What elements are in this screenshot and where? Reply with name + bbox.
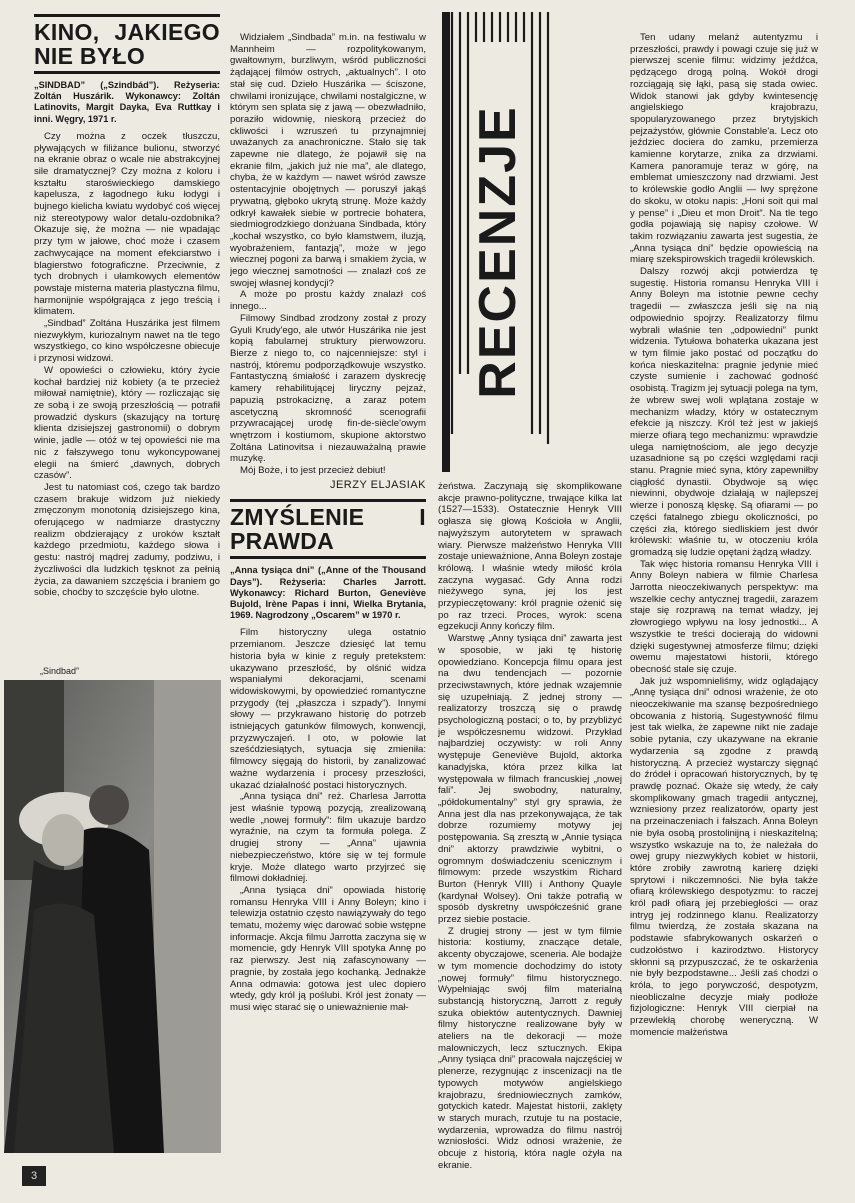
review2-credits: „Anna tysiąca dni” („Anne of the Thousand Days”). Reżyseria: Charles Jarrott. Wykonawcy: Richard Burton, Geneviève Bujold, Irène Papas i inni, Wielka Brytania, 1969. Nagrodzony „Oscarem” w 1970 r. <box>230 565 426 621</box>
film-still-photo <box>4 680 221 1153</box>
review2-paragraph: Z drugiej strony — jest w tym filmie historia: kostiumy, znaczące detale, akcenty obyczajowe, sceneria. Ale bodajże w tym momencie dochodzimy do istoty „nowej formuły” filmu historycznego. Wypełniając swój film materialną substancją historyczną, Jarrott z reguły szuka obiektów autentycznych. Dawniej filmy historyczne realizowane były w ateliers na tle dekoracji — może malowniczych, lecz sztucznych. Ekipa „Anny tysiąca dni” pracowała najczęściej w plenerze, rezygnując z inscenizacji na tle typowych motywów angielskiego krajobrazu, średniowiecznych zamków, gotyckich katedr. Majestat historii, zaklęty w starych murach, rzutuje tu na postacie, wydarzenia, wprowadza do filmu nastrój wzniosłości. Widz odnosi wrażenie, że obcuje z historią, która nagle ożyła na ekranie. <box>438 925 622 1171</box>
review2-paragraph: „Anna tysiąca dni” reż. Charlesa Jarrotta jest właśnie typową pozycją, zrealizowaną wedle „nowej formuły”: film ukazuje bardzo wyraźnie, na czym ta formuła polega. Z drugiej strony — „Anna” ujawnia niebezpieczeństwo, które się w tej formule kryje. Może dlatego warto przyjrzeć się filmowi dokładniej. <box>230 791 426 885</box>
section-banner <box>438 4 558 474</box>
column-2 <box>230 32 426 1182</box>
review1-signature: JERZY ELJASIAK <box>329 478 426 491</box>
review1-paragraph: „Sindbad” Zoltána Huszárika jest filmem niezwykłym, kuriozalnym nawet na tle tego wszystkiego, co kino współczesne obiecuje i przynosi widzowi. <box>34 318 220 365</box>
column-3 <box>438 481 622 1181</box>
review2-paragraph: Film historyczny ulega ostatnio przemianom. Jeszcze dziesięć lat temu historia była w kinie z reguły pretekstem: ukazywano przeszłość, by olśnić widza wspaniałymi dekoracjami, scenami widowiskowymi, by opowiedzieć romantyczne przygody (tej „płaszcza i szpady”). Innymi słowy — przykrawano historię do potrzeb istniejących gatunków filmowych, konwencji, przyzwyczajeń. I oto, w połowie lat sześćdziesiątych, sytuacja się zmieniła: filmowcy sięgają do historii, by zanalizować ważne wydarzenia i procesy przeszłości, ukazać działalność postaci historycznych. <box>230 627 426 791</box>
review1-paragraph: Widziałem „Sindbada” m.in. na festiwalu w Mannheim — rozpolitykowanym, gwałtownym, burzliwym, wśród publiczności żądającej filmów ostrych, „aktualnych”. I oto stał się cud. Dzieło Huszárika — ściszone, chwilami ironizujące, chwilami nostalgiczne, w którym sen splata się z jawą — obezwładniło, poraziło widownię, nieskorą przecież do ckliwości i wzruszeń tu przynajmniej uważanych za anachroniczne. Stało się tak zapewne nie dlatego, że pojawił się na ekranie film, „jakich już nie ma”, ale dlatego, chyba, że w każdym — nawet wśród zawsze ostentacyjnie obojętnych — poruszył jakąś prywatną, głęboko ukrytą strunę. Może każdy odkrył kawałek siebie w portrecie bohatera, siedmiogrodzkiego donżuana Sindbada, który „kochał wszystko, co było kłamstwem, iluzją, wyobrażeniem, fantazją”, może w jego wiecznej pogoni za barwą i smakiem życia, w jego wiecznej samotności — znalazł coś ze swojej własnej kondycji? <box>230 32 426 289</box>
film-still-illustration <box>4 680 221 1153</box>
review2-paragraph: Dalszy rozwój akcji potwierdza tę sugestię. Historia romansu Henryka VIII i Anny Boleyn ma istotnie pewne cechy tragedii — zwłaszcza jeśli się na nią odpowiednio spojrzy. Realizatorzy filmu wybrali właśnie ten „odpowiedni” punkt widzenia. Tytułowa bohaterka ukazana jest w tym filmie jako postać od początku do końca nieskazitelna: pragnie jedynie mieć czyste sumienie i zachować godność osobistą. Tragizm jej sytuacji polega na tym, że wbrew swej woli wplątana zostaje w mechanizm władzy, który w ostatecznym efekcie ją niszczy. Król też jest w jakiejś mierze ofiarą tego mechanizmu: wprawdzie ulega namiętnościom, ale jego decyzje uzasadnione są po części względami racji stanu. Pragnie mieć syna, który zapewniłby ciągłość dynastii. Obydwoje są więc niewinni, obydwoje działają w najlepszej wierze i ponoszą klęskę. Są ofiarami — po części fatalnego zbiegu okoliczności, po części zła, którego siedliskiem jest dwór królewski: właśnie tu, w otoczeniu króla gromadzą się ludzie opętani żądzą władzy. <box>630 266 818 558</box>
review1-paragraph: A może po prostu każdy znalazł coś innego... <box>230 289 426 313</box>
banner-label: RECENZJE <box>470 42 526 462</box>
review1-paragraph: W opowieści o człowieku, który życie kochał bardziej niż kobiety (a te przecież miłował namiętnie), który — rozliczając się ze sobą i ze swoją przeszłością — potrafił prowadzić dyskurs (skazujący na torturę klienta dzisiejszej gastronomii) o dobrym winie, jadle — otóż w tej opowieści nie ma nic z fałszywego tonu wykoncypowanej elegii na śmierć „dawnych, dobrych czasów”. <box>34 364 220 482</box>
review1-paragraph: Jest tu natomiast coś, czego tak bardzo czasem brakuje widzom już niekiedy zmęczonym monotonią dzisiejszego kina, oferującego w nadmiarze drastyczny realizm obdzierający z uroków kształt każdego przedmiotu, każdego słowa i gestu: nastrój mądrej zadumy, podziwu, i życzliwości dla ludzkich tęsknot za pełnią życia, za dawaniem szczęścia i braniem go sobie, choćby to szczęście było ulotne. <box>34 481 220 599</box>
review2-paragraph: Ten udany melanż autentyzmu i przeszłości, prawdy i powagi czuje się już w pierwszej scenie filmu: widzimy jeźdźca, pędzącego drogą polną. Wokół drogi rozciągają się łąki, pasą się stada owiec. Widok stanowi jak gdyby kwintesencję angielskiego krajobrazu, spopularyzowanego przez brytyjskich pejzażystów, głównie Constable'a. Lecz oto jeździec dociera do zamku, przemierza kamienne korytarze, znika za drzwiami. Kamera panoramuje teraz w górę, na emblemat umieszczony nad drzwiami. Jest to królewskie godło Anglii — lwy sprężone do skoku, w otoku napis: „Honi soit qui mal y pense” i „Dieu et mon Droit”. Na tle tego godła pojawiają się napisy czołowe. W takim rozwiązaniu zawarta jest sugestia, że „Anna tysiąca dni” będzie opowieścią na miarę szekspirowskich tragedii królewskich. <box>630 32 818 266</box>
page-number: 3 <box>22 1166 46 1186</box>
title-rule <box>34 14 220 17</box>
review1-credits: „SINDBAD” („Szindbád”). Reżyseria: Zoltán Huszárik. Wykonawcy: Zoltán Latinovits, Margit Dayka, Eva Ruttkay i inni. Węgry, 1971 r. <box>34 80 220 124</box>
review2-paragraph: żeństwa. Zaczynają się skomplikowane akcje prawno-polityczne, trwające kilka lat (1527—1533). Ostatecznie Henryk VIII ogłasza się głową Kościoła w Anglii, najwyższym autorytetem w sprawach wiary. Pierwsze małżeństwo Henryka VIII zostaje unieważnione, Anna Boleyn zostaje królową. I właśnie wtedy miłość króla zaczyna wygasać. Gdy Anna rodzi nieżywego syna, jej los jest przypieczętowany: król pragnie ożenić się po raz trzeci. Proces, wyrok: scena egzekucji Anny kończy film. <box>438 481 622 633</box>
title-rule-bottom <box>34 71 220 74</box>
review1-paragraph: Czy można z oczek tłuszczu, pływających w filiżance bulionu, stworzyć na ekranie obraz o wcale nie abstrakcyjnej sile dramatycznej? Czy można z koloru i kształtu staroświeckiego damskiego kapelusza, z łagodnego łuku łodygi i bujnego kielicha kwiatu wydobyć coś więcej niż stereotypowy walor detalu-ozdobnika? Okazuje się, że można — nie wpadając przy tym w jałowe, choć może i czasem zachwycające na moment efekciarstwo i blagierstwo fotograficzne. Przeciwnie, z tych drobnych i ułamkowych elementów powstaje misterna materia plastyczna filmu, harmonijnie współgrająca z jego treścią i klimatem. <box>34 130 220 318</box>
review2-paragraph: „Anna tysiąca dni” opowiada historię romansu Henryka VIII i Anny Boleyn; kino i telewizja ostatnio często nawiązywały do tego tematu, możemy więc darować sobie wstępne informacje. Akcja filmu Jarrotta zaczyna się w momencie, gdy Henryk VIII spotyka Annę po raz pierwszy. Jest nią zafascynowany — pragnie, by została jego kochanką. Jednakże Anna odmawia: gotowa jest ulec dopiero wtedy, gdy król ją poślubi. Król jest żonaty — musi więc starać się o unieważnienie mał- <box>230 884 426 1013</box>
review1-paragraph: Filmowy Sindbad zrodzony został z prozy Gyuli Krudy'ego, ale utwór Huszárika nie jest kopią fabularnej struktury pierwowzoru. Bierze z niego to, co najcenniejsze: styl i nastrój, któremu podporządkowuje wszystko. Fantastyczną śmiałość i zarazem dyskrecję kamery rehabilitującej liryczny pejzaż, papuzią pstrokaciznę, a zaraz potem ascetyczną skromność scenografii przywracającej urodę fin-de-siècle'owym wnętrzom i kostiumom, skupione aktorstwo Zoltána Latinovitsa i niezauważalną prawie muzykę. <box>230 312 426 465</box>
review2-paragraph: Jak już wspomnieliśmy, widz oglądający „Annę tysiąca dni” odnosi wrażenie, że oto nieoczekiwanie ma szansę bezpośredniego obcowania z historią. Sugestywność filmu jest tak wielka, że zapewne nikt nie zadaje sobie pytania, czy ukazywane na ekranie wydarzenia są zgodne z prawdą historyczną. A przecież wystarczy sięgnąć do źródeł i opracowań historycznych, by tę prawdę poznać. Okaże się wtedy, że cały skomplikowany gmach tragedii antycznej, wzniesiony przez realizatorów, oparty jest na przeinaczeniach i fałszach. Anna Boleyn nie była osobą prostolinijną i nieskazitelną; wszystko wskazuje na to, że należała do owej grupy niezwykłych kobiet w historii, które zrobiły zawrotną karierę dzięki sprytowi i nikczemności. Nie była także ofiarą królewskiego despotyzmu: to raczej król padł ofiarą jej przebiegłości — oraz intryg jej rodzinnego klanu. Realizatorzy filmu twierdzą, że została skazana na podstawie sfabrykowanych oskarżeń o cudzołóstwo i kazirodztwo. Historycy skłonni są przypuszczać, że te oskarżenia nie były bezpodstawne... Jeśli zaś chodzi o króla, to jego porywczość, despotyzm, nieobliczalne decyzje miały podłoże fizjologiczne: Henryk VIII cierpiał na przewlekłą chorobę weneryczną. W momencie małżeństwa <box>630 675 818 1038</box>
review2-paragraph: Tak więc historia romansu Henryka VIII i Anny Boleyn nabiera w filmie Charlesa Jarrotta nieoczekiwanych perspektyw: ma wszelkie cechy antycznej tragedii, zarazem staje się rozprawą na temat władzy, jej złowrogiego wpływu na losy jednostki... A wszystkie te treści docierają do widowni dzięki sugestywnej atmosferze filmu; dzięki owemu majestatowi historii, którego obecność stale się czuje. <box>630 558 818 675</box>
title-rule-bottom <box>230 556 426 559</box>
column-4 <box>630 32 818 1182</box>
review2-title: ZMYŚLENIE I PRAWDA <box>230 504 426 555</box>
title-rule <box>230 499 426 502</box>
photo-caption: „Sindbad” <box>40 666 80 676</box>
review2-paragraph: Warstwę „Anny tysiąca dni” zawarta jest w sposobie, w jaki tę historię opowiedziano. Koncepcja filmu opara jest na dwu tendencjach — pozornie przeciwstawnych, które jednak wzajemnie się uzupełniają. Z jednej strony — realizatorzy troszczą się o prawdę psychologiczną postaci; o to, by przybliżyć je współczesnemu widzowi. Przykład najbardziej oczywisty: w roli Anny występuje Geneviève Bujold, aktorka kanadyjska, która przez kilka lat występowała w filmach francuskiej „nowej fali”. Jej swobodny, naturalny, „półdokumentalny” styl gry sprawia, że Anna jest dla nas przekonywająca, że tak dobrze rozumiemy motywy jej postępowania. Są zresztą w „Annie tysiąca dni” aktorzy prawdziwie wybitni, o ogromnym doświadczeniu scenicznym i filmowym: przede wszystkim Richard Burton (Henryk VIII) i Anthony Quayle (kardynał Wolsey). Oni także potrafią w sposób dyskretny uwspółcześnić grane przez siebie postacie. <box>438 633 622 926</box>
review1-title: KINO, JAKIEGO NIE BYŁO <box>34 19 220 69</box>
review1-paragraph: Mój Boże, i to jest przecież debiut! <box>240 465 386 477</box>
column-1 <box>34 14 220 664</box>
